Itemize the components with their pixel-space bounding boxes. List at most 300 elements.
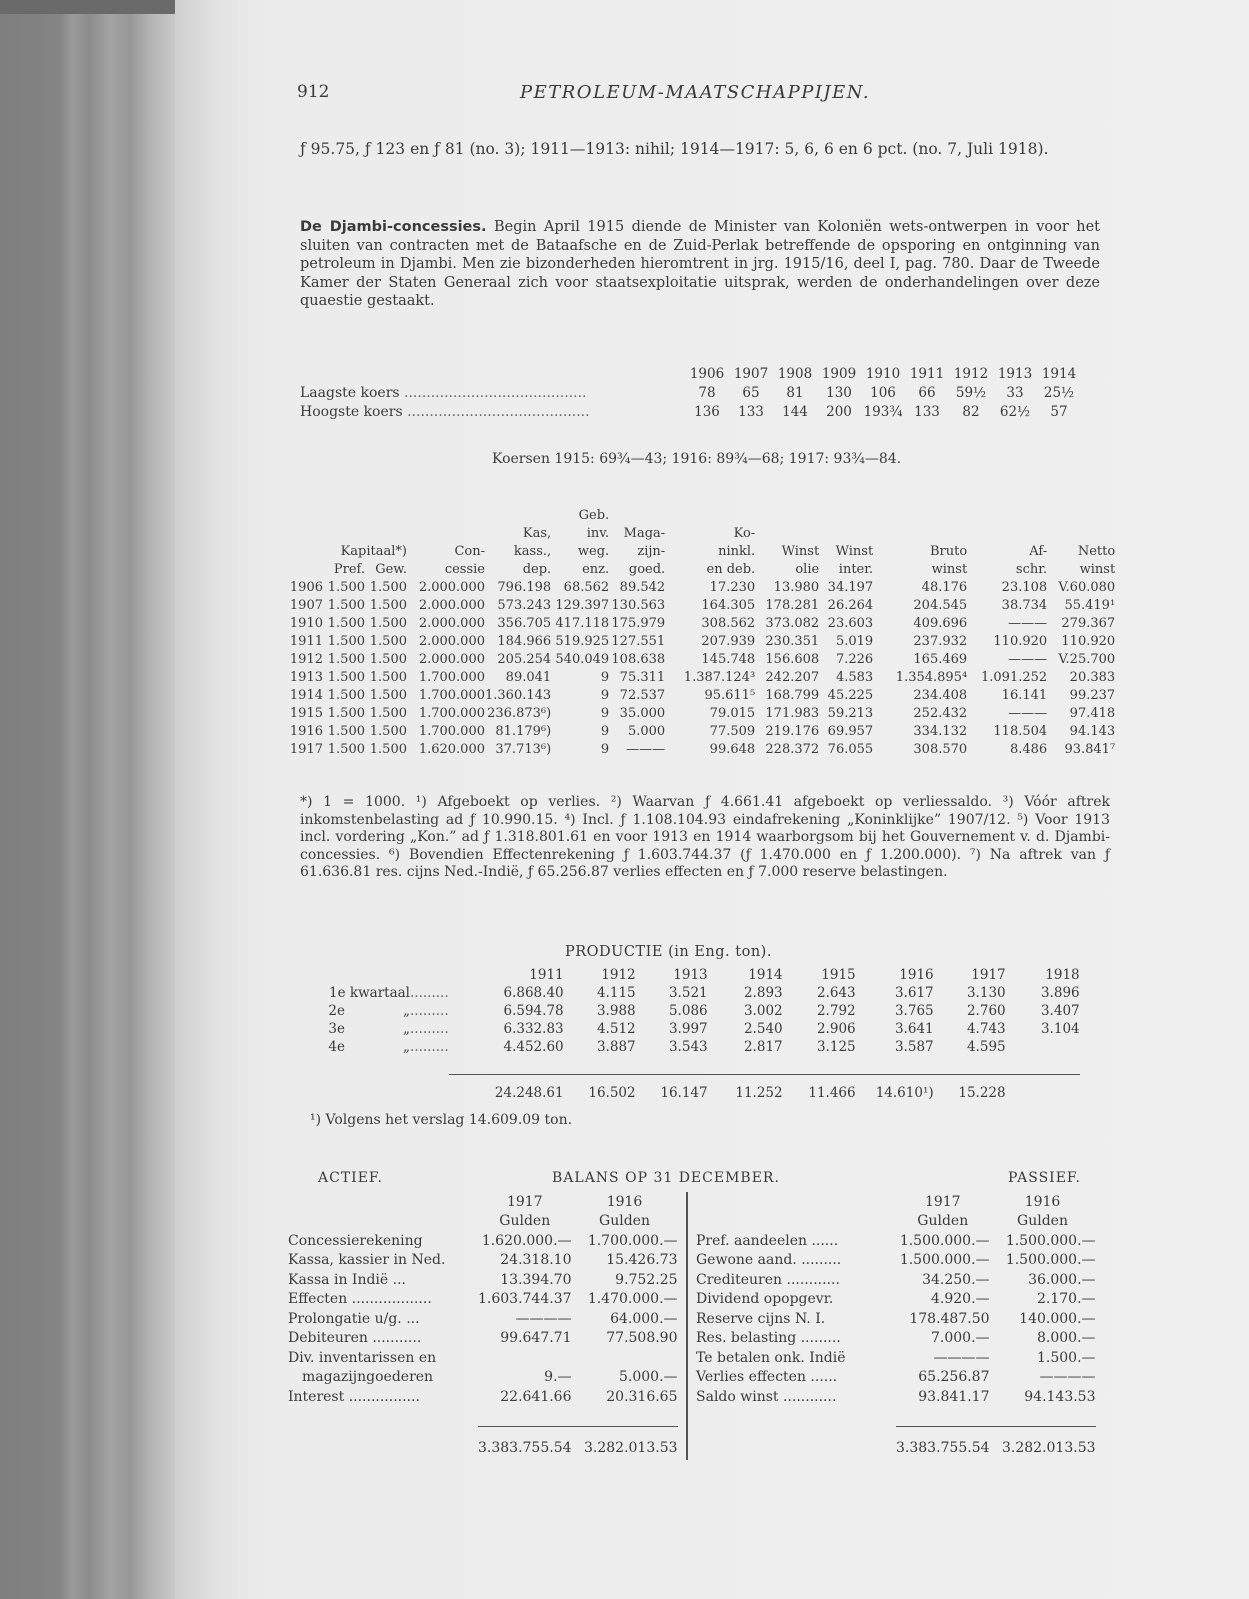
cell: 1.354.895⁴ — [895, 669, 968, 685]
row-label: Kassa in Indië ... — [288, 1271, 406, 1288]
cell: 1.360.143 — [485, 687, 552, 703]
cell: 1.700.000 — [418, 723, 485, 739]
cell: 99.237 — [1069, 687, 1116, 703]
year-header: 1918 — [1045, 967, 1080, 983]
cell: 4.512 — [596, 1021, 636, 1037]
row-label: Verlies effecten ...... — [696, 1369, 838, 1386]
row-label: Te betalen onk. Indië — [696, 1349, 846, 1366]
cell: 417.118 — [555, 615, 610, 631]
cell: 35.000 — [619, 705, 666, 721]
cell: 168.799 — [765, 687, 820, 703]
cell: 82 — [962, 403, 980, 420]
total-1917: 3.383.755.54 — [896, 1440, 990, 1457]
year-header: 1912 — [953, 365, 989, 382]
cell: 95.611⁵ — [704, 687, 756, 703]
leader-dots: ......... — [410, 1021, 449, 1037]
total-cell — [1006, 1084, 1080, 1102]
balance-divider — [686, 1192, 688, 1460]
cell: 15.426.73 — [606, 1252, 678, 1269]
cell: 68.562 — [563, 579, 610, 595]
table-row — [285, 596, 1115, 614]
year-header: 1917 — [971, 967, 1006, 983]
table-row — [288, 1251, 678, 1271]
cell: 133 — [738, 403, 764, 420]
financial-footnotes: *) 1 = 1000. ¹) Afgeboekt op verlies. ²) Waarvan ƒ 4.661.41 afgeboekt op verliessaldo. ³) Vóór aftrek inkomstenbelasting ad ƒ 10.990.15. ⁴) Incl. ƒ 1.108.104.93 eindafrekening „Koninklijke” 1907/12. ⁵) Voor 1913 incl. vordering „Kon.” ad ƒ 1.318.801.61 en voor 1913 en 1914 waarborgsom bij het Gouvernement v. d. Djambi-concessies. ⁶) Bovendien Effectenrekening ƒ 1.603.744.37 (ƒ 1.470.000 en ƒ 1.200.000). ⁷) Na aftrek van ƒ 61.636.81 res. cijns Ned.-Indië, ƒ 65.256.87 verlies effecten en ƒ 7.000 reserve belastingen. — [300, 794, 1110, 880]
cell: 230.351 — [765, 633, 820, 649]
row-year: 1913 — [289, 669, 323, 685]
cell: 165.469 — [913, 651, 968, 667]
cell: 145.748 — [701, 651, 756, 667]
table-row — [696, 1387, 1096, 1407]
cell: 2.792 — [816, 1003, 856, 1019]
cell: 573.243 — [497, 597, 552, 613]
cell: ———— — [1039, 1369, 1096, 1386]
year-header: 1912 — [601, 967, 636, 983]
cell: 79.015 — [709, 705, 756, 721]
cell: 34.197 — [827, 579, 874, 595]
cell: V.60.080 — [1058, 579, 1116, 595]
cell: 9.752.25 — [615, 1271, 678, 1288]
cell: 77.508.90 — [606, 1330, 678, 1347]
col-header: schr. — [1015, 561, 1048, 577]
cell: 1.500 — [327, 741, 365, 757]
cell: 1.500 — [369, 669, 407, 685]
cell: 1.500.000.— — [899, 1252, 990, 1269]
cell: 59.213 — [827, 705, 874, 721]
actief-label: ACTIEF. — [318, 1170, 383, 1186]
total-1916: 3.282.013.53 — [584, 1440, 678, 1457]
table-row — [285, 668, 1115, 686]
balans-title: BALANS OP 31 DECEMBER. — [552, 1170, 780, 1186]
table-row — [285, 722, 1115, 740]
col-header: Gew. — [375, 561, 407, 577]
ditto-mark: „ — [403, 1039, 410, 1055]
cell: 219.176 — [765, 723, 820, 739]
cell: 25½ — [1043, 384, 1075, 401]
total-cell: 16.502 — [588, 1085, 636, 1101]
col-header: Pref. — [333, 561, 365, 577]
col-header: weg. — [577, 543, 610, 559]
quarter-label: 3e — [328, 1021, 345, 1037]
row-label: Pref. aandeelen ...... — [696, 1232, 839, 1249]
cell: 94.143.53 — [1024, 1388, 1096, 1405]
binding-edge — [0, 0, 180, 14]
cell: 1.500.000.— — [1005, 1232, 1096, 1249]
cell: 34.250.— — [922, 1271, 990, 1288]
financial-table — [285, 506, 1115, 758]
year-header: 1914 — [1041, 365, 1077, 382]
table-row — [290, 984, 1080, 1002]
leader-dots: ......... — [410, 1003, 449, 1019]
cell: 99.648 — [709, 741, 756, 757]
row-label: Prolongatie u/g. ... — [288, 1310, 420, 1327]
table-row — [285, 614, 1115, 632]
year-header: 1911 — [529, 967, 564, 983]
cell: 3.543 — [668, 1039, 708, 1055]
cell: 13.980 — [773, 579, 820, 595]
cell: 1.500 — [369, 687, 407, 703]
cell — [478, 1348, 572, 1368]
cell: 4.452.60 — [503, 1039, 564, 1055]
cell: 1.500.000.— — [899, 1232, 990, 1249]
cell: 3.125 — [816, 1039, 856, 1055]
col-header: winst — [1079, 561, 1116, 577]
cell: 1.500 — [369, 579, 407, 595]
cell: 136 — [694, 403, 720, 420]
col-header: zijn- — [637, 543, 666, 559]
cell: 204.545 — [913, 597, 968, 613]
year-header: 1916 — [1024, 1193, 1061, 1210]
col-header: Con- — [454, 543, 485, 559]
cell: 23.108 — [1001, 579, 1048, 595]
row-year: 1906 — [289, 579, 323, 595]
table-row — [288, 1329, 678, 1349]
table-row — [696, 1251, 1096, 1271]
book-binding — [0, 0, 175, 1599]
cell: 8.000.— — [1036, 1330, 1096, 1347]
cell: 1.500 — [369, 651, 407, 667]
total-cell: 14.610¹) — [875, 1085, 934, 1101]
table-row: Hoogste koers ......................................... 136 133 144 200 193¾ 133 82 62½ 57 — [300, 402, 1081, 421]
row-label: Effecten .................. — [288, 1291, 432, 1308]
row-label — [290, 1038, 449, 1056]
cell: 75.311 — [619, 669, 666, 685]
running-head: PETROLEUM-MAATSCHAPPIJEN. — [520, 82, 871, 103]
cell: 20.383 — [1069, 669, 1116, 685]
year-header: 1909 — [821, 365, 857, 382]
cell: 144 — [782, 403, 808, 420]
col-header: Maga- — [623, 525, 666, 541]
cell: 17.230 — [709, 579, 756, 595]
cell: 45.225 — [827, 687, 874, 703]
cell: 3.896 — [1040, 985, 1080, 1001]
koersen-note: Koersen 1915: 69¾—43; 1916: 89¾—68; 1917: 93¾—84. — [492, 451, 902, 467]
table-row — [285, 704, 1115, 722]
cell: 2.000.000 — [418, 633, 485, 649]
cell: 110.920 — [993, 633, 1048, 649]
cell: 1.470.000.— — [587, 1291, 678, 1308]
cell: 2.760 — [966, 1003, 1006, 1019]
cell: 1.500.000.— — [1005, 1252, 1096, 1269]
col-header: goed. — [628, 561, 666, 577]
cell: 409.696 — [913, 615, 968, 631]
cell: 93.841.17 — [918, 1388, 990, 1405]
cell: 184.966 — [497, 633, 552, 649]
cell: 2.893 — [743, 985, 783, 1001]
cell: 55.419¹ — [1064, 597, 1116, 613]
cell: 5.000 — [627, 723, 666, 739]
year-header: 1916 — [899, 967, 934, 983]
cell: 130 — [826, 384, 852, 401]
cell: 236.873⁶) — [487, 705, 552, 721]
cell: 3.988 — [596, 1003, 636, 1019]
cell: 1.500.— — [1036, 1349, 1096, 1366]
cell: 1.500 — [369, 597, 407, 613]
row-year: 1916 — [289, 723, 323, 739]
row-year: 1907 — [289, 597, 323, 613]
cell: 540.049 — [555, 651, 610, 667]
cell: 4.595 — [966, 1039, 1006, 1055]
row-label: Crediteuren ............ — [696, 1271, 840, 1288]
cell: 156.608 — [765, 651, 820, 667]
passief-table — [696, 1192, 1096, 1458]
cell: 8.486 — [1009, 741, 1048, 757]
row-year: 1917 — [289, 741, 323, 757]
cell: 5.086 — [668, 1003, 708, 1019]
cell: 62½ — [999, 403, 1031, 420]
cell — [572, 1348, 678, 1368]
cell: 5.019 — [835, 633, 874, 649]
cell: 133 — [914, 403, 940, 420]
passief-label: PASSIEF. — [1008, 1170, 1081, 1186]
year-header: 1913 — [997, 365, 1033, 382]
cell: 7.000.— — [930, 1330, 990, 1347]
cell: 178.487.50 — [909, 1310, 990, 1327]
total-1916: 3.282.013.53 — [1002, 1440, 1096, 1457]
cell: 228.372 — [765, 741, 820, 757]
cell: 1.500 — [327, 597, 365, 613]
table-row — [285, 650, 1115, 668]
year-header: 1916 — [606, 1193, 643, 1210]
cell: 3.407 — [1040, 1003, 1080, 1019]
cell: 4.115 — [596, 985, 636, 1001]
cell: 164.305 — [701, 597, 756, 613]
cell: 3.997 — [668, 1021, 708, 1037]
row-year: 1910 — [289, 615, 323, 631]
table-row — [290, 1020, 1080, 1038]
cell: ———— — [933, 1349, 990, 1366]
table-row — [288, 1309, 678, 1329]
cell: 1.500 — [327, 615, 365, 631]
cell: 65.256.87 — [918, 1369, 990, 1386]
cell: 23.603 — [827, 615, 874, 631]
cell: 89.041 — [505, 669, 552, 685]
col-header: Kas, — [522, 525, 552, 541]
year-header: 1915 — [821, 967, 856, 983]
cell: 1.500 — [327, 669, 365, 685]
cell: 69.957 — [827, 723, 874, 739]
cell: 4.920.— — [930, 1291, 990, 1308]
row-label: Interest ................ — [288, 1388, 420, 1405]
col-header: inter. — [838, 561, 874, 577]
cell: 519.925 — [555, 633, 610, 649]
cell: 1.700.000 — [418, 669, 485, 685]
table-row — [288, 1387, 678, 1407]
cell: 81 — [786, 384, 804, 401]
table-row — [288, 1368, 678, 1388]
cell: 171.983 — [765, 705, 820, 721]
col-header: cessie — [444, 561, 485, 577]
total-cell: 11.466 — [808, 1085, 856, 1101]
cell: 207.939 — [701, 633, 756, 649]
cell: 1.500 — [369, 633, 407, 649]
leader-dots: ......... — [410, 985, 449, 1001]
productie-table — [290, 966, 1080, 1102]
cell: 1.500 — [327, 579, 365, 595]
row-label — [290, 984, 449, 1002]
row-label: Dividend opopgevr. — [696, 1291, 834, 1308]
cell: 108.638 — [611, 651, 666, 667]
row-label: Hoogste koers — [300, 403, 403, 420]
cell: 13.394.70 — [500, 1271, 572, 1288]
unit-header: Gulden — [1017, 1213, 1068, 1230]
cell: 129.397 — [555, 597, 610, 613]
cell: 308.562 — [701, 615, 756, 631]
cell: 9 — [600, 741, 610, 757]
col-header: Af- — [1029, 543, 1048, 559]
cell: 9 — [600, 687, 610, 703]
koersen-table — [300, 364, 1081, 421]
cell: 16.141 — [1001, 687, 1048, 703]
cell: 130.563 — [611, 597, 666, 613]
year-header: 1906 — [689, 365, 725, 382]
cell: 9 — [600, 705, 610, 721]
cell: 1.387.124³ — [683, 669, 756, 685]
cell: 234.408 — [913, 687, 968, 703]
cell: 2.000.000 — [418, 651, 485, 667]
cell: 252.432 — [913, 705, 968, 721]
cell: 99.647.71 — [500, 1330, 572, 1347]
row-year: 1912 — [289, 651, 323, 667]
row-year: 1914 — [289, 687, 323, 703]
year-header: 1917 — [506, 1193, 543, 1210]
productie-footnote: ¹) Volgens het verslag 14.609.09 ton. — [310, 1112, 573, 1128]
row-label: Kassa, kassier in Ned. — [288, 1252, 446, 1269]
totals-row — [290, 1084, 1080, 1102]
cell: 3.130 — [966, 985, 1006, 1001]
productie-title: PRODUCTIE (in Eng. ton). — [565, 944, 772, 960]
cell: 2.906 — [816, 1021, 856, 1037]
col-header: Bruto — [929, 543, 968, 559]
table-row — [288, 1290, 678, 1310]
cell: 1.091.252 — [981, 669, 1048, 685]
actief-table — [288, 1192, 678, 1458]
row-label: magazijngoederen — [302, 1369, 434, 1386]
cell: 9 — [600, 669, 610, 685]
cell: 93.841⁷ — [1064, 741, 1116, 757]
table-row — [696, 1309, 1096, 1329]
cell: 175.979 — [611, 615, 666, 631]
year-header: 1907 — [733, 365, 769, 382]
cell: 2.170.— — [1036, 1291, 1096, 1308]
cell: 78 — [698, 384, 716, 401]
table-row — [288, 1270, 678, 1290]
total-1917: 3.383.755.54 — [478, 1440, 572, 1457]
cell: 1.620.000 — [418, 741, 485, 757]
table-row — [290, 1038, 1080, 1056]
cell: 7.226 — [835, 651, 874, 667]
cell: 118.504 — [993, 723, 1048, 739]
table-row — [288, 1231, 678, 1251]
cell: 33 — [1006, 384, 1024, 401]
total-cell: 24.248.61 — [494, 1085, 564, 1101]
col-header: ninkl. — [718, 543, 756, 559]
cell: 3.104 — [1040, 1021, 1080, 1037]
row-label: Debiteuren ........... — [288, 1330, 422, 1347]
col-header: Netto — [1077, 543, 1116, 559]
ditto-mark: „ — [403, 1003, 410, 1019]
cell: 1.500 — [327, 687, 365, 703]
cell: 279.367 — [1061, 615, 1116, 631]
row-label: Reserve cijns N. I. — [696, 1310, 826, 1327]
table-row — [288, 1348, 678, 1368]
cell: 193¾ — [863, 403, 903, 420]
quarter-label: 2e — [328, 1003, 345, 1019]
cell: 65 — [742, 384, 760, 401]
cell: 1.500 — [369, 723, 407, 739]
cell: 205.254 — [497, 651, 552, 667]
col-header: kass., — [513, 543, 552, 559]
row-year: 1915 — [289, 705, 323, 721]
cell: 4.583 — [835, 669, 874, 685]
cell: 2.000.000 — [418, 579, 485, 595]
cell: 5.000.— — [618, 1369, 678, 1386]
row-label: Res. belasting ......... — [696, 1330, 841, 1347]
cell: 6.594.78 — [503, 1003, 564, 1019]
col-header: inv. — [586, 525, 610, 541]
totals-row — [288, 1439, 678, 1459]
cell: 72.537 — [619, 687, 666, 703]
year-header: 1911 — [909, 365, 945, 382]
cell: 1.500 — [369, 615, 407, 631]
cell: 2.000.000 — [418, 597, 485, 613]
table-row: Laagste koers ......................................... 78 65 81 130 106 66 59½ 33 25½ — [300, 383, 1081, 402]
cell: 48.176 — [921, 579, 968, 595]
intro-paragraph: ƒ 95.75, ƒ 123 en ƒ 81 (no. 3); 1911—1913: nihil; 1914—1917: 5, 6, 6 en 6 pct. (no. 7, Juli 1918). — [300, 140, 1049, 158]
row-label — [290, 1020, 449, 1038]
cell: 59½ — [955, 384, 987, 401]
quarter-label: 1e kwartaal — [329, 985, 410, 1001]
cell: 6.868.40 — [503, 985, 564, 1001]
cell: 1.603.744.37 — [478, 1291, 572, 1308]
table-row — [285, 686, 1115, 704]
page-number: 912 — [297, 82, 330, 102]
cell: 110.920 — [1061, 633, 1116, 649]
cell: ———— — [515, 1310, 572, 1327]
cell: 76.055 — [827, 741, 874, 757]
table-row — [696, 1231, 1096, 1251]
cell: 2.000.000 — [418, 615, 485, 631]
cell: 200 — [826, 403, 852, 420]
cell: 22.641.66 — [500, 1388, 572, 1405]
cell: 1.500 — [327, 723, 365, 739]
table-row — [696, 1348, 1096, 1368]
cell: 9.— — [544, 1369, 572, 1386]
year-header: 1917 — [924, 1193, 961, 1210]
cell: 1.700.000 — [418, 705, 485, 721]
total-cell: 15.228 — [958, 1085, 1006, 1101]
table-row — [696, 1368, 1096, 1388]
unit-header: Gulden — [599, 1213, 650, 1230]
cell: 81.179⁶) — [495, 723, 552, 739]
table-row — [696, 1270, 1096, 1290]
totals-row — [696, 1439, 1096, 1459]
section-body: Begin April 1915 diende de Minister van Koloniën wets-ontwerpen in voor het sluiten van contracten met de Bataafsche en de Zuid-Perlak betreffende de opsporing en ontginning van petroleum in Djambi. Men zie bizonderheden hieromtrent in jrg. 1915/16, deel I, pag. 780. Daar de Tweede Kamer der Staten Generaal zich voor staatsexploitatie uitsprak, werden de onderhandelingen over deze quaestie gestaakt. — [300, 219, 1100, 309]
cell: 3.521 — [668, 985, 708, 1001]
cell: 3.887 — [596, 1039, 636, 1055]
cell: 1.500 — [327, 651, 365, 667]
table-row — [696, 1290, 1096, 1310]
row-label — [290, 1002, 449, 1020]
cell: ——— — [1008, 651, 1048, 667]
cell: 356.705 — [497, 615, 552, 631]
cell: 38.734 — [1001, 597, 1048, 613]
col-header: Winst — [781, 543, 820, 559]
col-header: en deb. — [706, 561, 756, 577]
col-header: Ko- — [733, 525, 756, 541]
table-row — [285, 578, 1115, 596]
cell: 36.000.— — [1028, 1271, 1096, 1288]
